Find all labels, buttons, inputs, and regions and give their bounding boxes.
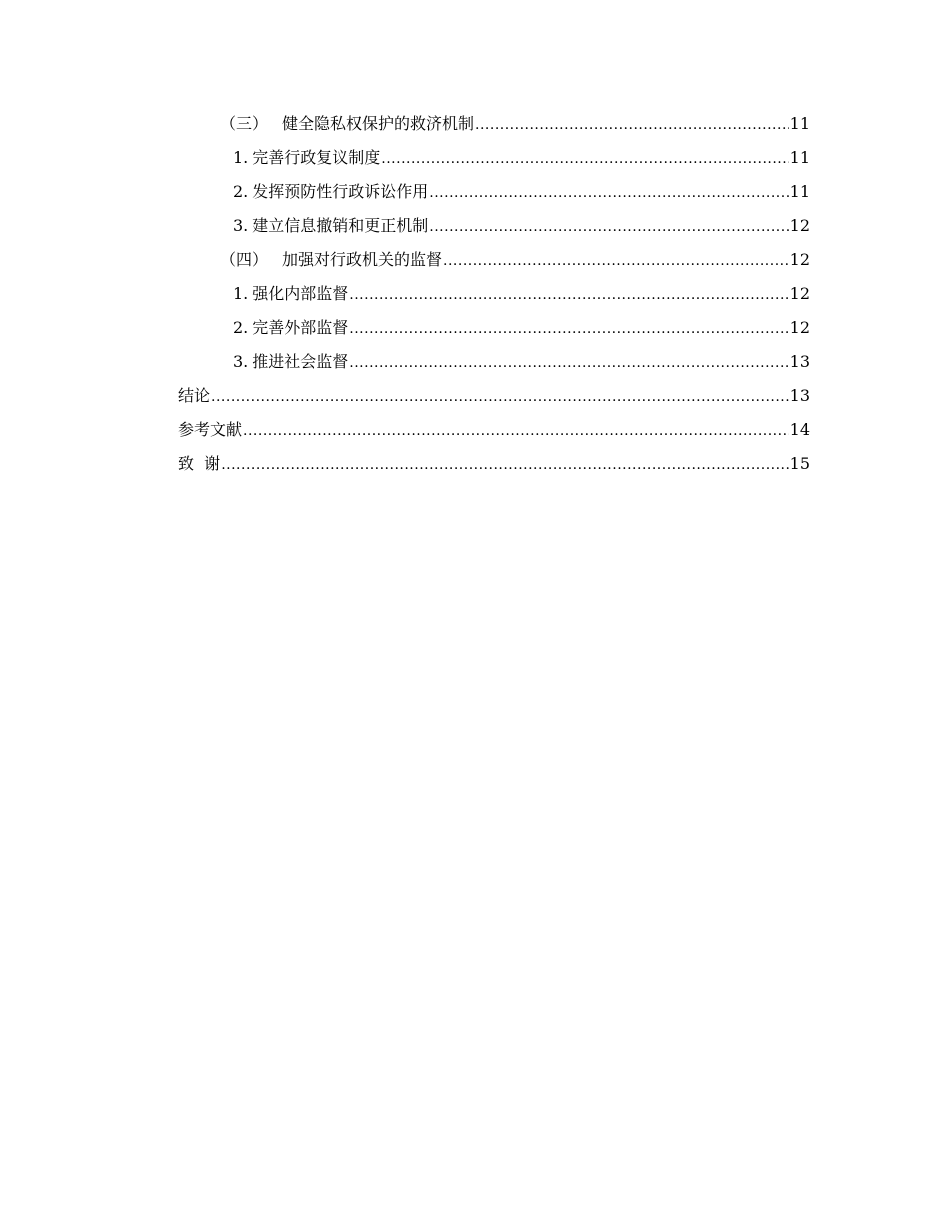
toc-entry-text: 结论 [178, 386, 211, 405]
toc-entry[interactable] [178, 243, 810, 277]
toc-entry-label [233, 277, 348, 311]
toc-entry-label [233, 175, 428, 209]
toc-entry-number: 2. [233, 318, 249, 337]
toc-entry-number: 1. [233, 148, 249, 167]
toc-entry[interactable] [178, 345, 810, 379]
toc-entry-text: 健全隐私权保护的救济机制 [282, 114, 475, 133]
toc-entry-label [233, 141, 380, 175]
toc-entry-number: 1. [233, 284, 249, 303]
toc-entry-label [233, 345, 348, 379]
toc-entry-text: 完善外部监督 [252, 318, 349, 337]
dot-leader [349, 346, 788, 379]
toc-entry-text: 建立信息撤销和更正机制 [252, 216, 429, 235]
toc-entry-label [220, 107, 474, 141]
toc-entry-conclusion[interactable] [178, 379, 810, 413]
dot-leader [443, 244, 789, 277]
dot-leader [211, 380, 789, 413]
toc-entry-label [233, 209, 428, 243]
toc-entry-page: 12 [789, 216, 810, 235]
toc-entry-page: 11 [789, 114, 810, 133]
toc-entry-number: 3. [233, 352, 249, 371]
toc-entry-number: （三） [220, 114, 269, 133]
toc-entry-label [220, 243, 442, 277]
dot-leader [243, 414, 789, 447]
dot-leader [349, 312, 788, 345]
dot-leader [381, 142, 788, 175]
toc-entry-page: 14 [789, 420, 810, 439]
dot-leader [429, 210, 788, 243]
toc-entry-page: 12 [789, 284, 810, 303]
toc-entry-page: 12 [789, 318, 810, 337]
toc-entry-acknowledgements[interactable] [178, 447, 810, 481]
toc-entry-page: 11 [789, 182, 810, 201]
toc-entry-text: 完善行政复议制度 [252, 148, 381, 167]
table-of-contents [178, 107, 810, 481]
toc-entry[interactable] [178, 277, 810, 311]
toc-entry-number: 3. [233, 216, 249, 235]
toc-entry-page: 11 [789, 148, 810, 167]
dot-leader [221, 448, 788, 481]
toc-entry[interactable] [178, 311, 810, 345]
toc-entry-page: 15 [789, 454, 810, 473]
toc-entry[interactable] [178, 209, 810, 243]
dot-leader [349, 278, 788, 311]
dot-leader [475, 108, 789, 141]
toc-entry[interactable] [178, 141, 810, 175]
toc-entry-page: 12 [789, 250, 810, 269]
toc-entry-page: 13 [789, 386, 810, 405]
toc-entry-label [233, 311, 348, 345]
toc-entry-text: 发挥预防性行政诉讼作用 [252, 182, 429, 201]
toc-entry[interactable] [178, 107, 810, 141]
toc-entry[interactable] [178, 175, 810, 209]
toc-entry-page: 13 [789, 352, 810, 371]
toc-entry-text: 致 谢 [178, 454, 221, 473]
toc-entry-references[interactable] [178, 413, 810, 447]
toc-entry-text: 强化内部监督 [252, 284, 349, 303]
dot-leader [429, 176, 788, 209]
toc-entry-number: 2. [233, 182, 249, 201]
toc-entry-text: 加强对行政机关的监督 [282, 250, 443, 269]
toc-entry-text: 推进社会监督 [252, 352, 349, 371]
toc-entry-text: 参考文献 [178, 420, 243, 439]
toc-entry-number: （四） [220, 250, 269, 269]
